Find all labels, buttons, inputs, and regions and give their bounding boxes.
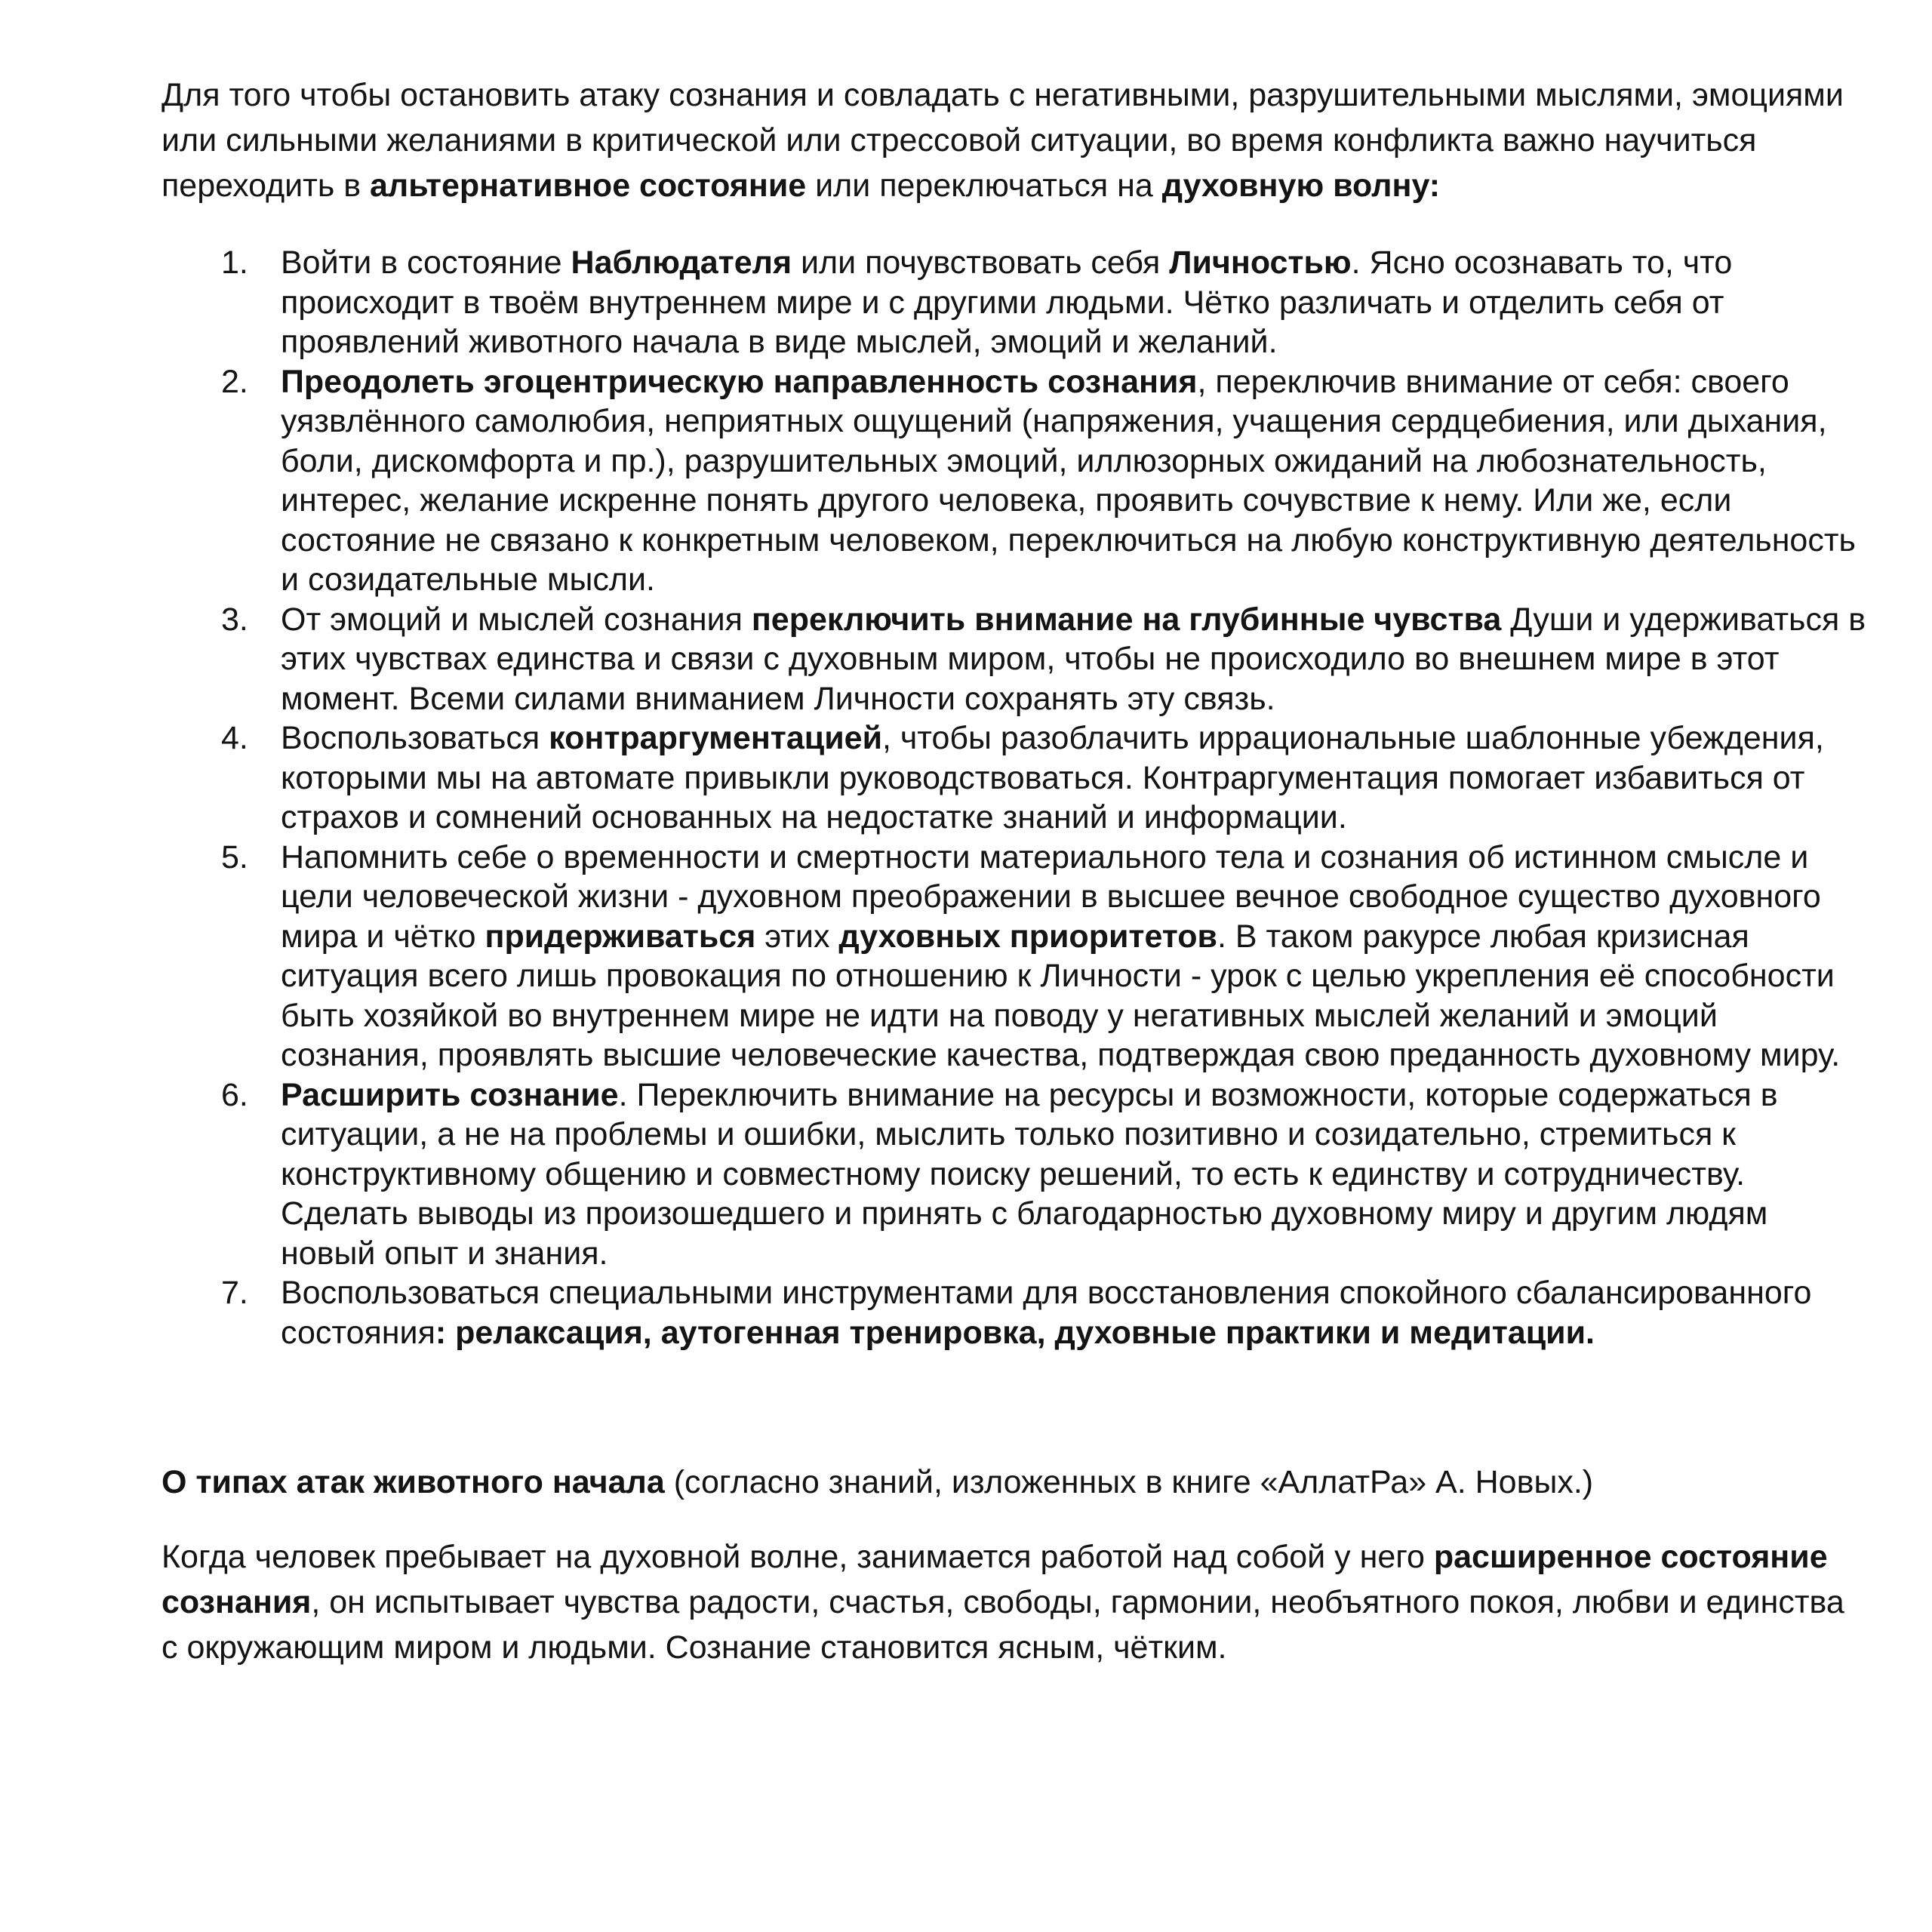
steps-list xyxy=(162,243,1867,1352)
list-item-bold: духовных приоритетов xyxy=(838,918,1217,955)
list-item-text: Воспользоваться специальными инструментами для восстановления спокойного сбалансированного состояния xyxy=(281,1275,1812,1351)
list-item-text: Души и удерживаться в этих чувствах единства и связи с духовным миром, чтобы не происходило во внешнем мире в этот момент. Всеми силами вниманием Личности сохранять эту связь. xyxy=(281,601,1866,717)
list-item-text: . Ясно осознавать то, что происходит в твоём внутреннем мире и с другими людьми. Чётко различать и отделить себя от проявлений животного начала в виде мыслей, эмоций и желаний. xyxy=(281,245,1733,360)
intro-text-1: Для того чтобы остановить атаку сознания и совладать с негативными, разрушительными мыслями, эмоциями или сильными желаниями в критической или стрессовой ситуации, во время конфликта важно научиться переходить в xyxy=(162,77,1844,204)
list-item-bold: контраргументацией xyxy=(549,720,882,756)
list-item-text: , переключив внимание от себя: своего уязвлённого самолюбия, неприятных ощущений (напряжения, учащения сердцебиения, или дыхания, боли, дискомфорта и пр.), разрушительных эмоций, иллюзорных ожиданий на любознательность, интерес, желание искренне понять другого человека, проявить сочувствие к нему. Или же, если состояние не связано к конкретным человеком, переключиться на любую конструктивную деятельность и созидательные мысли. xyxy=(281,363,1856,598)
list-item-bold: Преодолеть эгоцентрическую направленность сознания xyxy=(281,363,1198,400)
section-note: (согласно знаний, изложенных в книге «АллатРа» А. Новых.) xyxy=(664,1464,1594,1500)
list-item-number: 7. xyxy=(221,1275,248,1311)
list-item-text: этих xyxy=(755,918,839,955)
list-item-bold: Личностью xyxy=(1169,245,1352,281)
list-item-number: 1. xyxy=(221,245,248,281)
list-item xyxy=(162,1273,1867,1352)
intro-bold-2: духовную волну: xyxy=(1161,168,1441,204)
list-item-number: 2. xyxy=(221,363,248,400)
list-item xyxy=(162,838,1867,1075)
list-item-text: . В таком ракурсе любая кризисная ситуация всего лишь провокация по отношению к Личности - урок с целью укрепления её способности быть хозяйкой во внутреннем мире не идти на поводу у негативных мыслей желаний и эмоций сознания, проявлять высшие человеческие качества, подтверждая свою преданность духовному миру. xyxy=(281,918,1841,1073)
list-item-text: . Переключить внимание на ресурсы и возможности, которые содержаться в ситуации, а не на проблемы и ошибки, мыслить только позитивно и созидательно, стремиться к конструктивному общению и совместному поиску решений, то есть к единству и сотрудничеству. Сделать выводы из произошедшего и принять с благодарностью духовному миру и другим людям новый опыт и знания. xyxy=(281,1076,1778,1272)
list-item-text: От эмоций и мыслей сознания xyxy=(281,601,752,638)
list-item-number: 3. xyxy=(221,601,248,638)
list-item-bold: переключить внимание на глубинные чувства xyxy=(751,601,1502,638)
list-item-bold: Наблюдателя xyxy=(571,245,792,281)
list-item-number: 6. xyxy=(221,1076,248,1113)
list-item-number: 5. xyxy=(221,838,248,875)
outro-text-2: , он испытывает чувства радости, счастья, свободы, гармонии, необъятного покоя, любви и единства с окружающим миром и людьми. Сознание становится ясным, чётким. xyxy=(162,1584,1844,1666)
outro-text-1: Когда человек пребывает на духовной волне, занимается работой над собой у него xyxy=(162,1539,1434,1575)
list-item-text: Воспользоваться xyxy=(281,720,549,756)
list-item-text: Войти в состояние xyxy=(281,245,571,281)
list-item-text: Напомнить себе о временности и смертности материального тела и сознания об истинном смысле и цели человеческой жизни - духовном преображении в высшее вечное свободное существо духовного мира и чётко xyxy=(281,838,1821,955)
intro-paragraph xyxy=(162,72,1867,208)
list-item-number: 4. xyxy=(221,720,248,756)
list-item-bold: Расширить сознание xyxy=(281,1076,619,1113)
outro-paragraph xyxy=(162,1534,1867,1670)
list-item-bold: придерживаться xyxy=(485,918,756,955)
intro-text-2: или переключаться на xyxy=(806,168,1162,204)
document-page xyxy=(162,72,1867,1670)
section-title: О типах атак животного начала xyxy=(162,1464,665,1500)
list-item-text: или почувствовать себя xyxy=(792,245,1170,281)
list-item-text: , чтобы разоблачить иррациональные шаблонные убеждения, которыми мы на автомате привыкли руководствоваться. Контраргументация помогает избавиться от страхов и сомнений основанных на недостатке знаний и информации. xyxy=(281,720,1824,835)
list-item xyxy=(162,243,1867,362)
section-heading-paragraph xyxy=(162,1460,1867,1505)
list-item-bold: : релаксация, аутогенная тренировка, духовные практики и медитации. xyxy=(435,1314,1595,1351)
list-item xyxy=(162,362,1867,600)
list-item xyxy=(162,1075,1867,1274)
list-item xyxy=(162,718,1867,838)
outro-bold-1: расширенное состояние сознания xyxy=(162,1539,1828,1620)
intro-bold-1: альтернативное состояние xyxy=(370,168,807,204)
list-item xyxy=(162,600,1867,719)
